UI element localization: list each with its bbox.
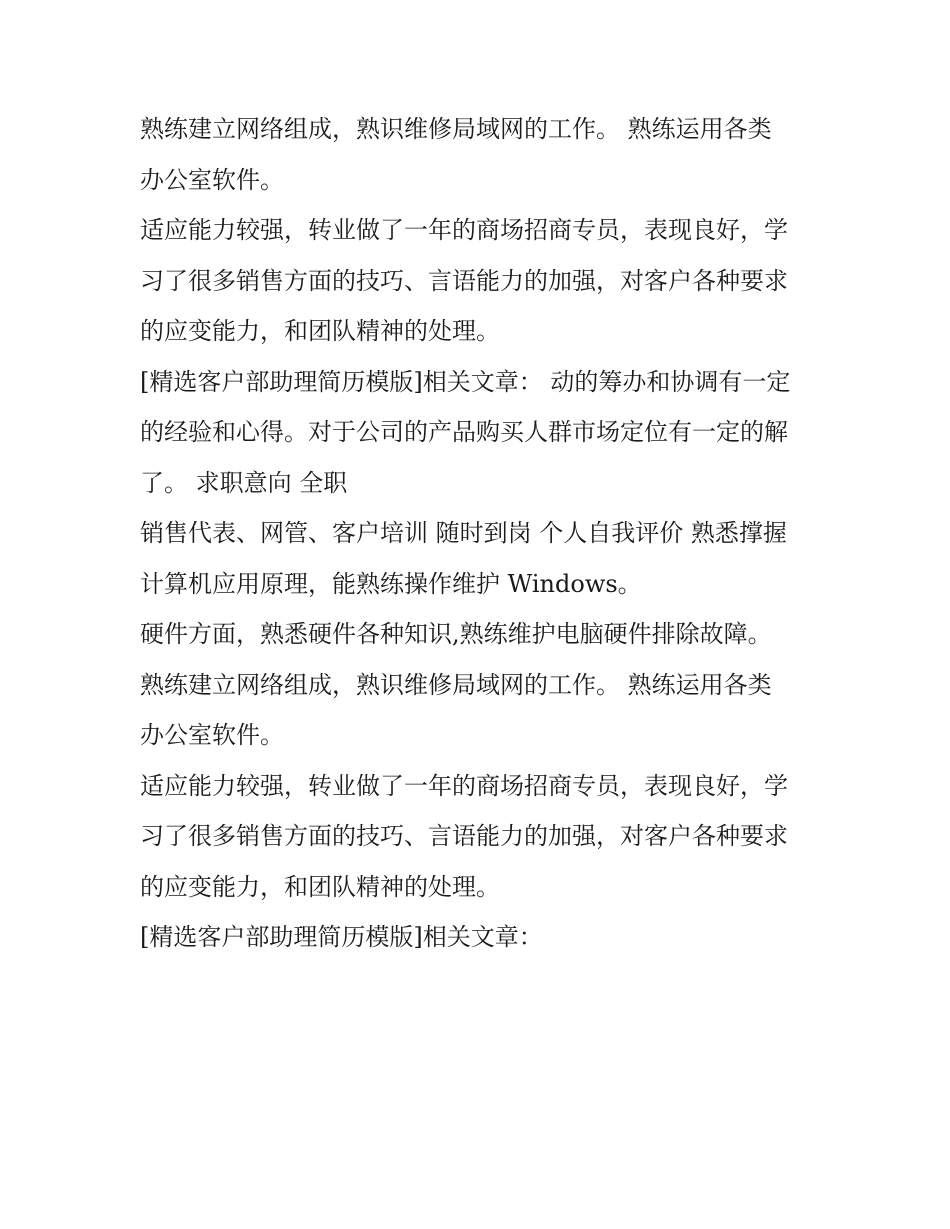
text-line: [精选客户部助理简历模版]相关文章： 动的筹办和协调有一定 xyxy=(140,367,791,396)
paragraph-related-articles-heading xyxy=(140,912,820,963)
paragraph-network-skills xyxy=(140,104,820,205)
text-line: 习了很多销售方面的技巧、言语能力的加强，对客户各种要求 xyxy=(140,822,788,850)
text-line: 熟练建立网络组成，熟识维修局域网的工作。 熟练运用各类 xyxy=(140,115,772,143)
text-line: 适应能力较强，转业做了一年的商场招商专员，表现良好，学 xyxy=(140,216,788,244)
paragraph-job-intent xyxy=(140,508,820,609)
text-line: 办公室软件。 xyxy=(140,165,284,194)
text-line: 的应变能力，和团队精神的处理。 xyxy=(140,317,500,345)
text-line: 适应能力较强，转业做了一年的商场招商专员，表现良好，学 xyxy=(140,771,788,800)
paragraph-hardware xyxy=(140,609,820,660)
text-line: [精选客户部助理简历模版]相关文章： xyxy=(140,923,543,951)
paragraph-adaptability xyxy=(140,205,820,357)
text-line: 熟练建立网络组成，熟识维修局域网的工作。 熟练运用各类 xyxy=(140,670,772,699)
text-line: 硬件方面，熟悉硬件各种知识,熟练维护电脑硬件排除故障。 xyxy=(140,620,772,648)
text-line: 的经验和心得。对于公司的产品购买人群市场定位有一定的解 xyxy=(140,418,788,446)
paragraph-network-skills-repeat xyxy=(140,660,820,761)
text-line: 销售代表、网管、客户培训 随时到岗 个人自我评价 熟悉撑握 xyxy=(140,519,787,547)
text-line: 了。 求职意向 全职 xyxy=(140,468,348,497)
text-line: 的应变能力，和团队精神的处理。 xyxy=(140,872,500,901)
text-line: 计算机应用原理，能熟练操作维护 Windows。 xyxy=(140,569,642,598)
text-line: 办公室软件。 xyxy=(140,721,284,749)
paragraph-related-articles xyxy=(140,357,820,509)
document-body xyxy=(140,104,820,963)
text-line: 习了很多销售方面的技巧、言语能力的加强，对客户各种要求 xyxy=(140,266,788,295)
paragraph-adaptability-repeat xyxy=(140,761,820,913)
